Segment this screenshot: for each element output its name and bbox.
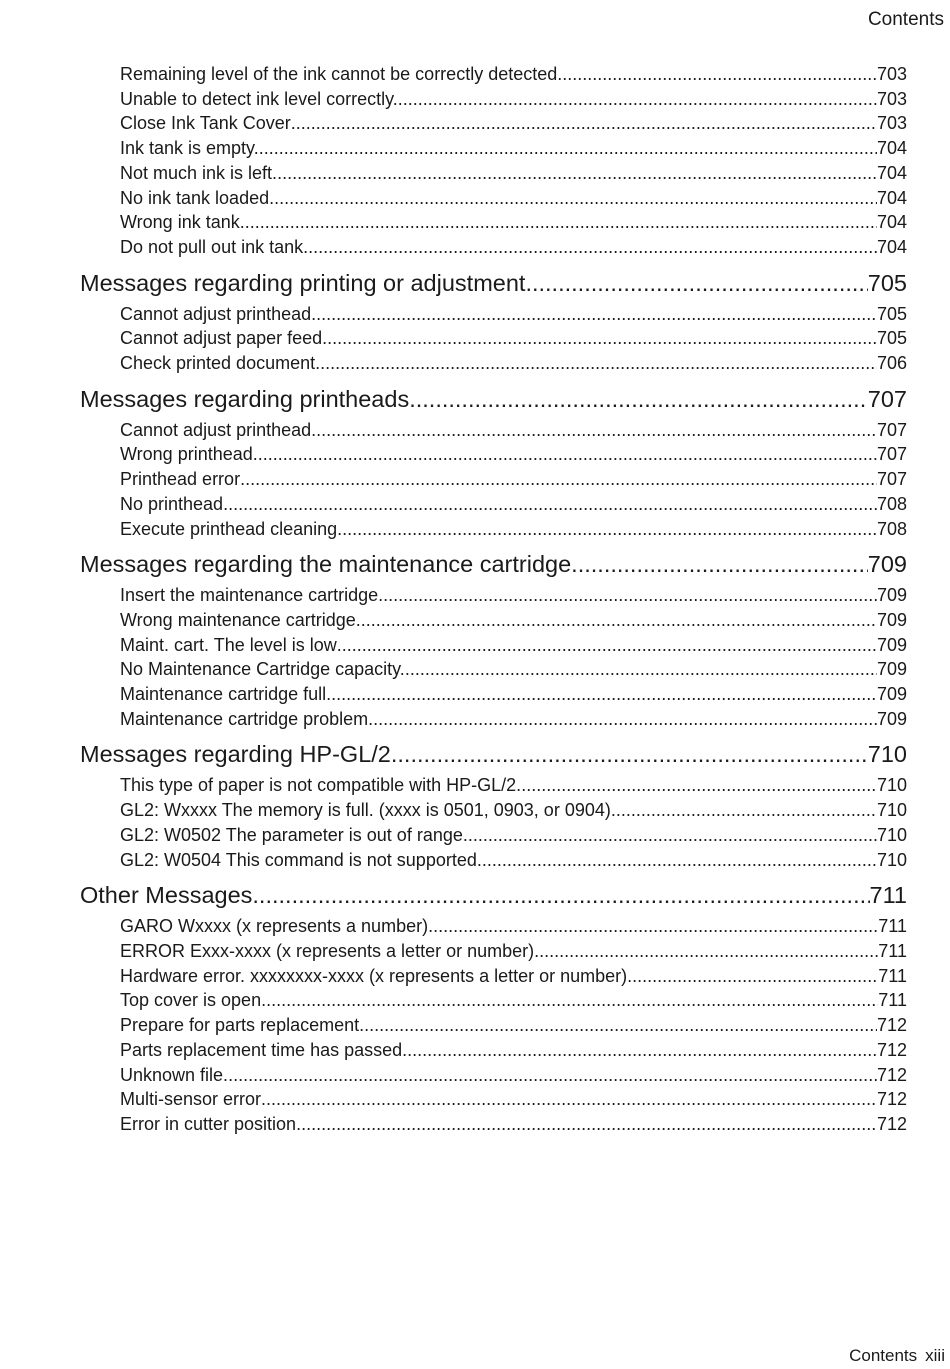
toc-page-number: 709 — [876, 609, 907, 630]
dot-leader — [571, 550, 868, 578]
toc-entry[interactable] — [80, 1112, 907, 1137]
toc-page-number: 711 — [878, 965, 907, 986]
toc-page-number: 705 — [876, 328, 907, 349]
dot-leader — [383, 583, 877, 608]
toc-page-number: 710 — [876, 849, 907, 870]
toc-section-heading[interactable] — [80, 740, 907, 768]
toc-entry-title: Wrong maintenance cartridge. — [120, 609, 361, 630]
toc-entry-title: Messages regarding HP-GL/2 — [80, 741, 391, 768]
dot-leader — [405, 657, 877, 682]
toc-page-number: 703 — [876, 64, 907, 84]
toc-entry-title: Unable to detect ink level correctly. — [120, 88, 398, 109]
toc-page-number: 707 — [876, 444, 907, 465]
dot-leader — [240, 467, 877, 492]
dot-leader — [361, 608, 877, 633]
dot-leader — [525, 269, 867, 297]
toc-entry[interactable] — [80, 1038, 907, 1063]
dot-leader — [301, 1112, 877, 1137]
toc-entry[interactable] — [80, 517, 907, 542]
toc-page-number: 707 — [876, 469, 907, 490]
page-footer — [849, 1346, 945, 1366]
toc-entry-title: Multi-sensor error — [120, 1089, 262, 1110]
toc-entry[interactable] — [80, 1013, 907, 1038]
toc-entry[interactable] — [80, 186, 907, 211]
toc-page-number: 712 — [876, 1039, 907, 1060]
toc-page-number: 704 — [876, 212, 907, 233]
dot-leader — [223, 492, 877, 517]
toc-entry-title: Cannot adjust printhead. — [120, 303, 317, 324]
toc-entry[interactable] — [80, 608, 907, 633]
toc-entry-title: Top cover is open. — [120, 990, 267, 1011]
toc-entry[interactable] — [80, 657, 907, 682]
toc-entry-title: Error in cutter position. — [120, 1113, 302, 1134]
toc-entry[interactable] — [80, 467, 907, 492]
toc-page-number: 704 — [876, 138, 907, 159]
toc-entry[interactable] — [80, 418, 907, 443]
toc-entry[interactable] — [80, 492, 907, 517]
toc-entry-title: Messages regarding printing or adjustment — [80, 269, 526, 296]
toc-entry-title: Messages regarding printheads — [80, 385, 410, 412]
dot-leader — [611, 798, 877, 823]
dot-leader — [409, 385, 868, 413]
toc-section-heading[interactable] — [80, 269, 907, 297]
toc-entry[interactable] — [80, 302, 907, 327]
toc-section-heading[interactable] — [80, 385, 907, 413]
toc-entry-title: No Maintenance Cartridge capacity. — [120, 659, 405, 680]
dot-leader — [252, 881, 869, 909]
toc-entry[interactable] — [80, 773, 907, 798]
dot-leader — [245, 210, 877, 235]
dot-leader — [337, 633, 877, 658]
toc-page-number: 703 — [876, 113, 907, 134]
toc-entry[interactable] — [80, 442, 907, 467]
dot-leader — [562, 62, 877, 87]
toc-entry-title: GL2: Wxxxx The memory is full. (xxxx is 0501, 0903, or 0904) — [120, 800, 611, 821]
toc-entry-title: This type of paper is not compatible with HP-GL/2. — [120, 775, 522, 796]
toc-entry-title: No printhead — [120, 493, 224, 514]
toc-page-number: 709 — [876, 684, 907, 705]
toc-entry[interactable] — [80, 798, 907, 823]
toc-section-heading[interactable] — [80, 550, 907, 578]
toc-entry-title: GL2: W0504 This command is not supported. — [120, 849, 482, 870]
toc-entry-title: Unknown file. — [120, 1064, 229, 1085]
toc-entry-title: Other Messages — [80, 882, 253, 909]
toc-page-number: 711 — [878, 990, 907, 1011]
toc-entry[interactable] — [80, 62, 907, 87]
toc-page-number: 711 — [878, 940, 907, 961]
toc-entry-title: Messages regarding the maintenance cartridge — [80, 551, 572, 578]
toc-section-heading[interactable] — [80, 881, 907, 909]
dot-leader — [261, 1087, 877, 1112]
toc-entry[interactable] — [80, 583, 907, 608]
toc-page-number: 703 — [876, 88, 907, 109]
toc-entry[interactable] — [80, 964, 907, 989]
toc-entry-title: No ink tank loaded. — [120, 187, 275, 208]
dot-leader — [391, 740, 868, 768]
toc-page-number: 710 — [876, 824, 907, 845]
toc-entry[interactable] — [80, 136, 907, 161]
toc-page-number: 707 — [867, 385, 907, 412]
toc-page-number: 712 — [876, 1064, 907, 1085]
toc-entry-title: Remaining level of the ink cannot be correctly detected. — [120, 64, 563, 84]
toc-entry[interactable] — [80, 823, 907, 848]
toc-page-number: 711 — [878, 916, 907, 937]
toc-page-number: 704 — [876, 236, 907, 257]
dot-leader — [398, 87, 877, 112]
toc-page-number: 709 — [867, 551, 907, 578]
toc-entry-title: GL2: W0502 The parameter is out of range. — [120, 824, 468, 845]
toc-entry[interactable] — [80, 235, 907, 260]
toc-entry[interactable] — [80, 111, 907, 136]
toc-entry-title: Hardware error. xxxxxxxx-xxxx (x represents a letter or number) — [120, 965, 628, 986]
dot-leader — [327, 326, 877, 351]
toc-entry[interactable] — [80, 1087, 907, 1112]
dot-leader — [274, 186, 877, 211]
toc-entry[interactable] — [80, 161, 907, 186]
dot-leader — [291, 111, 877, 136]
toc-page-number: 707 — [876, 419, 907, 440]
toc-page-number: 706 — [876, 353, 907, 374]
toc-page-number: 705 — [876, 303, 907, 324]
dot-leader — [320, 351, 877, 376]
toc-page-number: 712 — [876, 1089, 907, 1110]
dot-leader — [259, 136, 877, 161]
dot-leader — [364, 1013, 877, 1038]
toc-page-number: 711 — [869, 882, 907, 909]
toc-entry[interactable] — [80, 682, 907, 707]
toc-entry-title: Close Ink Tank Cover — [120, 113, 291, 134]
dot-leader — [258, 442, 877, 467]
toc-entry-title: GARO Wxxxx (x represents a number) — [120, 916, 429, 937]
dot-leader — [627, 964, 878, 989]
footer-page-number: xiii — [925, 1346, 945, 1365]
toc-entry[interactable] — [80, 87, 907, 112]
toc-entry-title: Not much ink is left. — [120, 162, 278, 183]
toc-entry-title: Maintenance cartridge full. — [120, 684, 332, 705]
toc-entry-title: Printhead error — [120, 469, 241, 490]
toc-page-number: 710 — [876, 775, 907, 796]
running-header: Contents — [867, 9, 944, 30]
toc-entry[interactable] — [80, 914, 907, 939]
dot-leader — [308, 235, 877, 260]
toc-entry-title: ERROR Exxx-xxxx (x represents a letter or number) — [120, 940, 535, 961]
toc-page-number: 704 — [876, 162, 907, 183]
toc-page-number: 712 — [876, 1015, 907, 1036]
dot-leader — [407, 1038, 877, 1063]
toc-entry-title: Parts replacement time has passed. — [120, 1039, 408, 1060]
toc-page-number: 704 — [876, 187, 907, 208]
toc-entry-title: Prepare for parts replacement. — [120, 1015, 365, 1036]
dot-leader — [316, 302, 877, 327]
dot-leader — [331, 682, 877, 707]
dot-leader — [428, 914, 878, 939]
toc-entry[interactable] — [80, 988, 907, 1013]
toc-entry-title: Cannot adjust paper feed. — [120, 328, 328, 349]
toc-entry[interactable] — [80, 326, 907, 351]
toc-entry[interactable] — [80, 707, 907, 732]
toc-entry[interactable] — [80, 1063, 907, 1088]
dot-leader — [482, 848, 877, 873]
dot-leader — [277, 161, 877, 186]
toc-page-number: 705 — [867, 269, 907, 296]
toc-entry-title: Maintenance cartridge problem. — [120, 708, 374, 729]
toc-entry[interactable] — [80, 633, 907, 658]
toc-page-number: 709 — [876, 634, 907, 655]
dot-leader — [228, 1063, 877, 1088]
toc-entry-title: Check printed document. — [120, 353, 321, 374]
toc-page-number: 708 — [876, 493, 907, 514]
toc-entry-title: Ink tank is empty. — [120, 138, 259, 159]
dot-leader — [342, 517, 877, 542]
toc-entry[interactable] — [80, 210, 907, 235]
toc-entry[interactable] — [80, 351, 907, 376]
footer-label: Contents — [849, 1346, 918, 1365]
toc-entry-title: Wrong ink tank. — [120, 212, 245, 233]
dot-leader — [316, 418, 877, 443]
toc-page-number: 709 — [876, 708, 907, 729]
toc-entry-title: Execute printhead cleaning. — [120, 518, 343, 539]
toc-entry-title: Maint. cart. The level is low — [120, 634, 337, 655]
toc-entry[interactable] — [80, 848, 907, 873]
dot-leader — [521, 773, 877, 798]
toc-page-number: 710 — [867, 741, 907, 768]
toc-entry-title: Insert the maintenance cartridge. — [120, 585, 384, 606]
toc-page-number: 709 — [876, 659, 907, 680]
dot-leader — [373, 707, 877, 732]
toc-entry-title: Wrong printhead. — [120, 444, 258, 465]
toc-entry-title: Cannot adjust printhead. — [120, 419, 317, 440]
dot-leader — [534, 939, 878, 964]
toc-entry[interactable] — [80, 939, 907, 964]
toc-page-number: 712 — [876, 1113, 907, 1134]
toc-page-number: 709 — [876, 585, 907, 606]
toc-page-number: 708 — [876, 518, 907, 539]
toc-page-number: 710 — [876, 800, 907, 821]
dot-leader — [266, 988, 878, 1013]
dot-leader — [468, 823, 877, 848]
toc-entry-title: Do not pull out ink tank. — [120, 236, 309, 257]
table-of-contents — [80, 62, 907, 1137]
